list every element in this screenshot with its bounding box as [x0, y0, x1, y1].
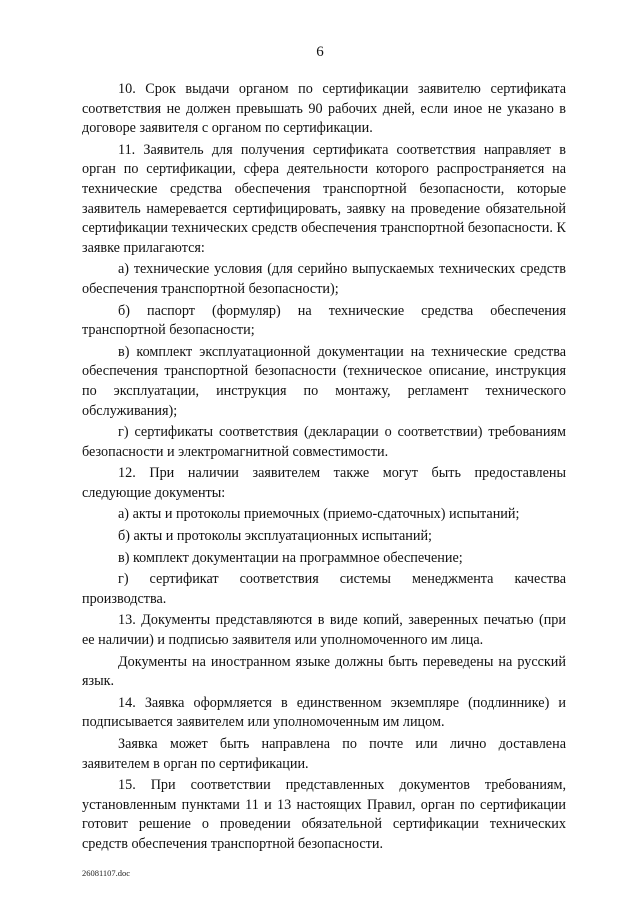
document-body: [82, 80, 566, 855]
paragraph-13-foreign: Документы на иностранном языке должны быть переведены на русский язык.: [82, 653, 566, 690]
page-number: 6: [316, 44, 324, 60]
list-item-11a: а) технические условия (для серийно выпускаемых технических средств обеспечения транспортной безопасности);: [82, 261, 566, 297]
list-item-11v: в) комплект эксплуатационной документации на технические средства обеспечения транспортной безопасности (техническое описание, инструкция по эксплуатации, инструкция по монтажу, регламент технического обслуживания);: [82, 343, 566, 419]
list-item-11b: б) паспорт (формуляр) на технические средства обеспечения транспортной безопасности;: [82, 302, 566, 339]
paragraph-12: 12. При наличии заявителем также могут быть предоставлены следующие документы:: [82, 465, 566, 501]
paragraph-13: 13. Документы представляются в виде копий, заверенных печатью (при ее наличии) и подписью заявителя или уполномоченного им лица.: [82, 612, 566, 649]
list-item-12b: б) акты и протоколы эксплуатационных испытаний;: [118, 528, 432, 545]
paragraph-14-delivery: Заявка может быть направлена по почте или лично доставлена заявителем в орган по сертификации.: [82, 736, 566, 772]
paragraph-15: 15. При соответствии представленных документов требованиям, установленным пунктами 11 и 13 настоящих Правил, орган по сертификации готовит решение о проведении обязательной сертификации технических средств обеспечения транспортной безопасности.: [82, 777, 566, 852]
footer-filename: 26081107.doc: [82, 868, 131, 878]
paragraph-11: 11. Заявитель для получения сертификата соответствия направляет в орган по сертификации, сфера деятельности которого распространяется на технические средства обеспечения транспортной безопасности, которые заявитель намеревается сертифицировать, заявку на проведение обязательной сертификации технических средств обеспечения транспортной безопасности. К заявке прилагаются:: [82, 141, 566, 256]
paragraph-14: 14. Заявка оформляется в единственном экземпляре (подлиннике) и подписывается заявителем или уполномоченным им лицом.: [82, 694, 566, 731]
list-item-11g: г) сертификаты соответствия (декларации о соответствии) требованиям безопасности и электромагнитной совместимости.: [82, 424, 566, 460]
list-item-12a: а) акты и протоколы приемочных (приемо-сдаточных) испытаний;: [118, 506, 520, 523]
list-item-12v: в) комплект документации на программное обеспечение;: [118, 549, 463, 566]
list-item-12g: г) сертификат соответствия системы менеджмента качества производства.: [82, 571, 566, 607]
paragraph-10: 10. Срок выдачи органом по сертификации заявителю сертификата соответствия не должен превышать 90 рабочих дней, если иное не указано в договоре заявителя с органом по сертификации.: [82, 81, 566, 137]
